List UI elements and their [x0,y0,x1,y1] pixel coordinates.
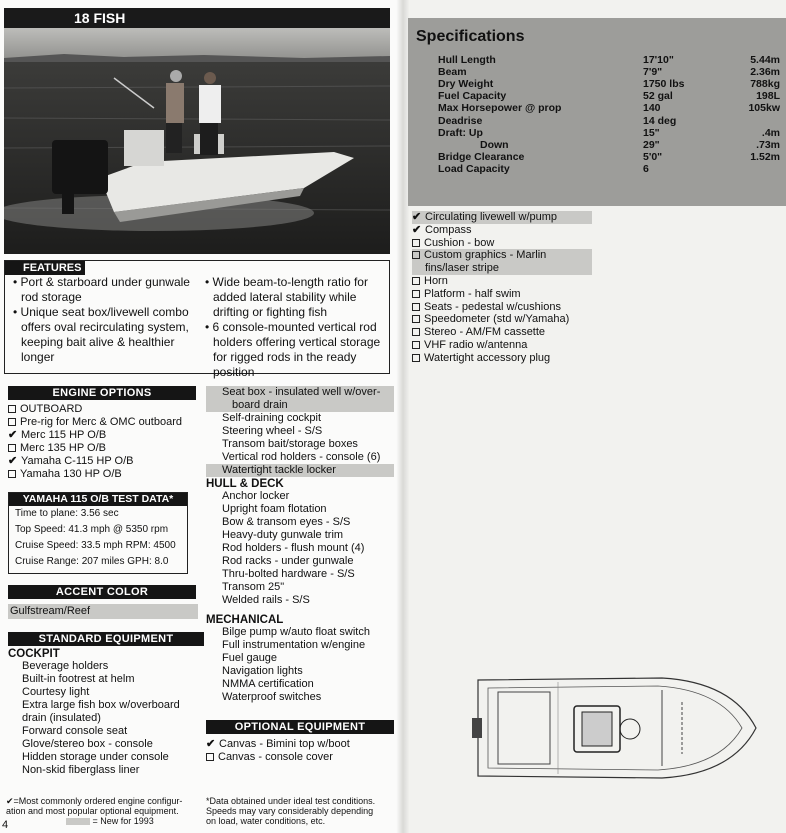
option-item[interactable] [412,326,545,339]
option-label: Canvas - console cover [218,751,333,763]
spec-imperial: 15" [643,126,660,139]
feature-item: • Port & starboard under gunwale rod storage [13,275,190,304]
spec-label: Down [480,138,509,151]
option-item[interactable] [412,339,527,352]
checkbox-icon [8,470,16,478]
features-box [4,260,390,379]
features-left-column [11,275,196,365]
time-to-plane: Time to plane: 3.56 sec [15,508,119,519]
mechanical-item: Bilge pump w/auto float switch [222,626,370,638]
spec-imperial: 6 [643,162,649,175]
mechanical-item: Navigation lights [222,665,303,677]
top-speed: Top Speed: 41.3 mph @ 5350 rpm [15,524,169,535]
spec-imperial: 52 gal [643,90,673,103]
yamaha-test-data-box [8,492,188,574]
hull-deck-label: HULL & DECK [206,478,284,490]
spec-metric: 198L [756,90,780,103]
optional-equipment-heading: OPTIONAL EQUIPMENT [206,720,394,734]
cockpit-item: drain (insulated) [22,712,101,724]
option-label: Cushion - bow [424,236,495,249]
option-item[interactable] [8,403,202,416]
option-item[interactable] [412,211,592,224]
spec-label: Hull Length [438,54,496,66]
features-heading: FEATURES [5,261,85,275]
option-item[interactable] [412,275,448,288]
hull-deck-item: Rod racks - under gunwale [222,555,354,567]
option-item[interactable] [8,442,202,455]
optional-equipment-list [206,738,394,764]
hull-deck-item: Welded rails - S/S [222,594,310,606]
spec-imperial: 1750 lbs [643,78,685,91]
option-item[interactable] [412,224,471,237]
mechanical-label: MECHANICAL [206,614,284,626]
hull-deck-section [206,478,394,607]
mechanical-list [206,626,394,704]
checkbox-icon [412,277,420,285]
cockpit-label: COCKPIT [8,648,60,660]
spec-metric: 788kg [750,78,780,91]
option-label: Horn [424,275,448,287]
standard-item: Seat box - insulated well w/over- [206,386,394,399]
spec-label: Deadrise [438,114,483,127]
model-title: 18 FISH [4,8,390,28]
new-swatch [66,818,90,825]
option-label: Compass [425,223,472,236]
standard-equipment-heading: STANDARD EQUIPMENT [8,632,204,646]
spec-imperial: 5'0" [643,150,663,163]
spec-metric: 2.36m [750,66,780,79]
checkbox-icon [8,444,16,452]
option-label: Stereo - AM/FM cassette [424,326,546,339]
option-label: Circulating livewell w/pump [425,211,558,223]
boat-photo-illustration [4,28,390,254]
spec-label: Load Capacity [438,162,510,175]
option-item[interactable] [412,288,521,301]
option-label: Merc 115 HP O/B [21,429,107,441]
features-right-column [203,275,387,380]
cockpit-item: Courtesy light [22,686,90,698]
option-label: Yamaha 130 HP O/B [20,468,122,480]
option-item[interactable] [412,237,494,250]
spec-imperial: 14 deg [643,114,677,127]
checkbox-icon [412,315,420,323]
checkbox-icon [412,328,420,336]
option-item[interactable] [206,751,394,764]
option-label: Watertight accessory plug [424,351,551,364]
standard-item: Watertight tackle locker [206,464,394,477]
checkbox-icon [412,251,420,259]
checkbox-icon [8,405,16,413]
spec-metric: .4m [761,126,780,139]
checkmark-icon: ✔ [412,223,422,236]
option-label: Merc 135 HP O/B [20,442,106,454]
cruise-range: Cruise Range: 207 miles GPH: 8.0 [15,556,169,567]
checkbox-icon [412,239,420,247]
option-label: Platform - half swim [424,287,521,300]
hull-deck-item: Thru-bolted hardware - S/S [222,568,355,580]
spec-imperial: 7'9" [643,66,663,79]
deck-plan-diagram [472,672,762,784]
spec-imperial: 140 [643,102,661,115]
option-label: Pre-rig for Merc & OMC outboard [20,416,182,428]
cockpit-item: Forward console seat [22,725,128,737]
hull-deck-item: Upright foam flotation [222,503,327,515]
option-item[interactable] [8,468,202,481]
checkbox-icon [8,418,16,426]
spec-label: Max Horsepower @ prop [438,102,562,115]
feature-item: • Unique seat box/livewell combo offers oval recirculating system, keeping bait alive & healthier longer [13,305,189,364]
checkbox-icon [412,354,420,362]
spec-metric: 1.52m [750,150,780,163]
checkmark-icon: ✔ [412,211,422,223]
hull-deck-item: Heavy-duty gunwale trim [222,529,344,541]
option-item[interactable] [8,416,202,429]
hull-deck-list [206,490,394,607]
option-item[interactable] [412,249,592,262]
hull-deck-item: Bow & transom eyes - S/S [222,516,351,528]
hull-deck-item: Rod holders - flush mount (4) [222,542,365,554]
standard-item: Vertical rod holders - console (6) [222,451,381,463]
spec-label: Draft: Up [438,126,483,139]
option-label: Canvas - Bimini top w/boot [219,738,350,750]
cruise-speed: Cruise Speed: 33.5 mph RPM: 4500 [15,540,176,551]
feature-item: • Wide beam-to-length ratio for added lateral stability while drifting or fighting fish [205,275,368,319]
standard-item: Steering wheel - S/S [222,425,323,437]
option-item[interactable] [412,352,550,365]
option-label: VHF radio w/antenna [424,339,528,351]
cockpit-item: Hidden storage under console [22,751,169,763]
spec-imperial: 29" [643,138,660,151]
cockpit-item: Extra large fish box w/overboard [22,699,180,711]
hull-deck-item: Anchor locker [222,490,290,502]
footnote-left: ✔=Most commonly ordered engine configur- ation and most popular optional equipment. = New for 1993 [6,796,183,826]
hull-deck-item: Transom 25" [222,581,285,593]
option-item[interactable] [412,313,569,326]
mechanical-item: Fuel gauge [222,652,278,664]
spec-label: Bridge Clearance [438,150,525,163]
spec-metric: .73m [756,138,780,151]
spec-label: Dry Weight [438,78,494,91]
footnote-right: *Data obtained under ideal test conditions. Speeds may vary considerably depending on load, water conditions, etc. [206,796,376,826]
option-label: Yamaha C-115 HP O/B [21,455,134,467]
mechanical-section [206,614,394,704]
spec-label: Beam [438,66,467,79]
option-item[interactable] [8,429,202,442]
standard-item: board drain [206,399,394,412]
cockpit-item: Glove/stereo box - console [22,738,153,750]
option-label: OUTBOARD [20,403,83,415]
option-label: Seats - pedestal w/cushions [424,300,561,313]
checkmark-icon: ✔ [206,738,216,750]
option-label: Speedometer (std w/Yamaha) [424,313,570,326]
standard-equipment-continued [206,386,394,477]
spec-label: Fuel Capacity [438,90,507,103]
mechanical-item: NMMA certification [222,678,314,690]
option-item[interactable] [206,738,394,751]
mechanical-item: Waterproof switches [222,691,322,703]
option-item[interactable] [8,455,202,468]
page-number: 4 [2,819,9,831]
standard-item: Self-draining cockpit [222,412,322,424]
checkbox-icon [412,303,420,311]
option-item[interactable] [412,301,561,314]
engine-options-list [8,403,202,481]
spec-imperial: 17'10" [643,54,674,66]
checkmark-icon: ✔ [8,455,18,467]
spec-metric: 5.44m [750,54,780,66]
accent-color-value: Gulfstream/Reef [8,604,198,619]
cockpit-section [8,648,206,777]
cockpit-item: Beverage holders [22,660,109,672]
accent-color-heading: ACCENT COLOR [8,585,196,599]
boat-photo [4,28,390,254]
spec-metric: 105kw [748,102,780,115]
feature-item: • 6 console-mounted vertical rod holders offering vertical storage for rigged rods in the ready position [205,320,381,379]
specifications-heading: Specifications [416,28,525,45]
mechanical-item: Full instrumentation w/engine [222,639,366,651]
standard-item: Transom bait/storage boxes [222,438,358,450]
checkbox-icon [412,290,420,298]
option-item[interactable] [412,262,592,275]
engine-options-heading: ENGINE OPTIONS [8,386,196,400]
yamaha-heading: YAMAHA 115 O/B TEST DATA* [9,493,187,506]
cockpit-list [8,660,206,777]
checkmark-icon: ✔ [8,429,18,441]
checkbox-icon [412,341,420,349]
option-label: Custom graphics - Marlin [424,249,547,262]
cockpit-item: Built-in footrest at helm [22,673,135,685]
checkbox-icon [206,753,214,761]
option-label: fins/laser stripe [425,262,499,275]
cockpit-item: Non-skid fiberglass liner [22,764,140,776]
